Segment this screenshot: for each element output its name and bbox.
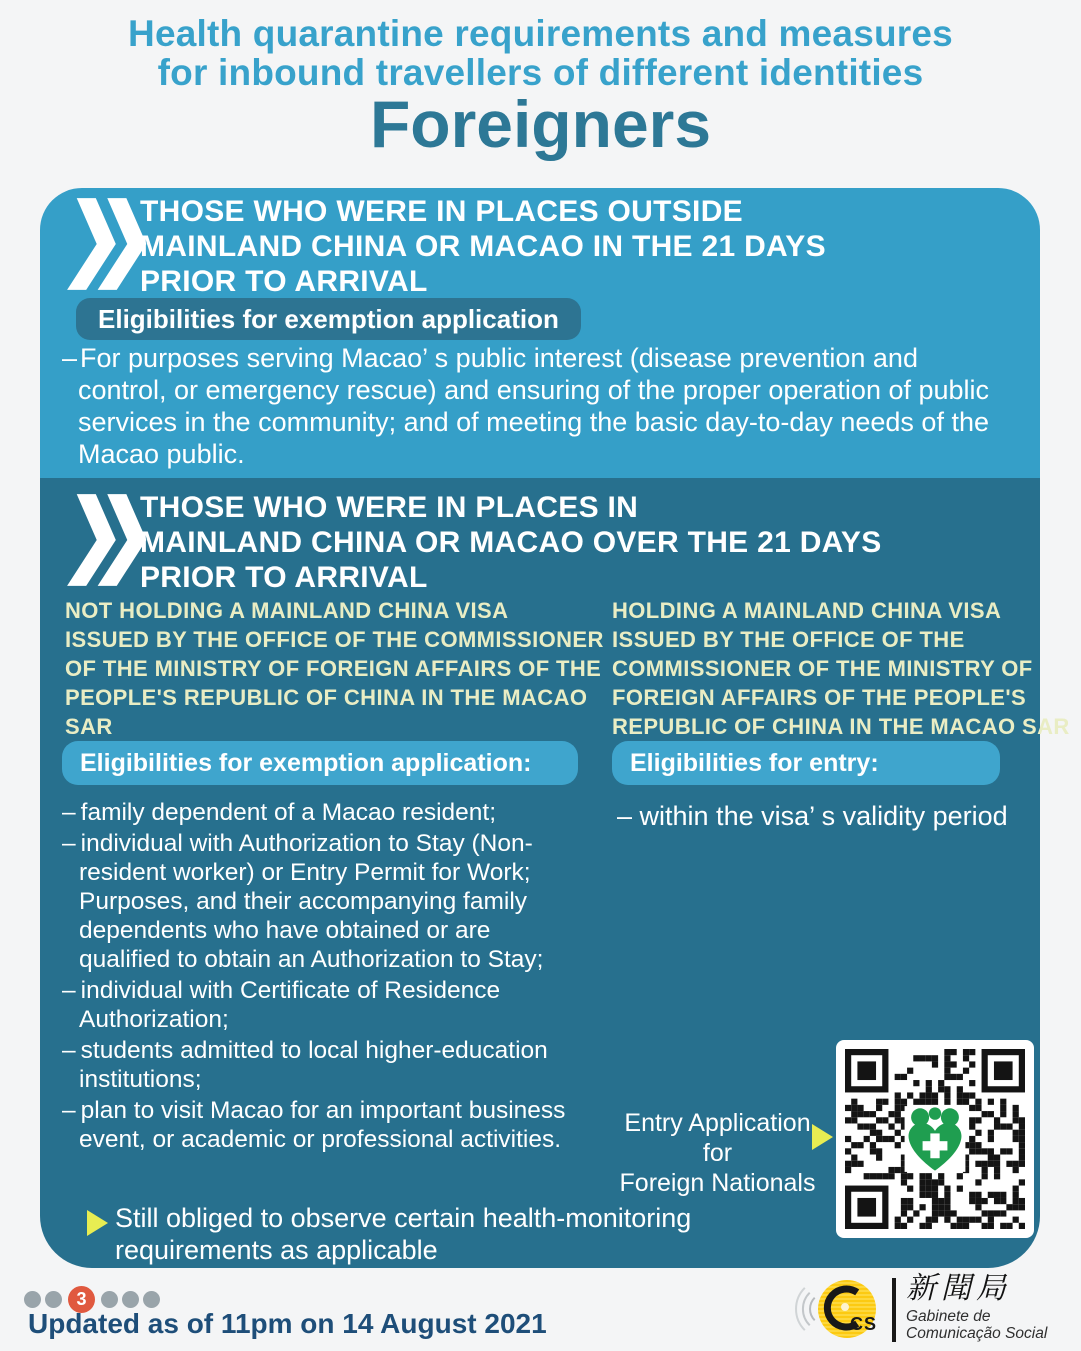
page-dot-active: 3 xyxy=(68,1286,95,1313)
section2-heading-line: PRIOR TO ARRIVAL xyxy=(140,561,428,594)
qr-label-line: Foreign Nationals xyxy=(619,1169,816,1197)
list-item: – family dependent of a Macao resident; xyxy=(62,798,582,827)
not-holding-visa-subheading xyxy=(65,596,604,741)
section2-heading-line: THOSE WHO WERE IN PLACES IN xyxy=(140,491,639,524)
gcs-pt-line: Gabinete de xyxy=(906,1308,991,1325)
subheading-line: HOLDING A MAINLAND CHINA VISA xyxy=(612,598,1002,623)
section2-heading-line: MAINLAND CHINA OR MACAO OVER THE 21 DAYS xyxy=(140,526,882,559)
gcs-logo xyxy=(780,1272,1080,1350)
page-subtitle: Foreigners xyxy=(369,87,712,161)
qr-label xyxy=(615,1108,820,1198)
holding-visa-subheading xyxy=(612,596,1070,741)
qr-code xyxy=(836,1040,1034,1238)
page-title-line2: for inbound travellers of different identities xyxy=(157,52,924,93)
section1-heading-line: MAINLAND CHINA OR MACAO IN THE 21 DAYS xyxy=(140,230,826,263)
page-dot xyxy=(24,1291,41,1308)
entry-condition-text: – within the visa’ s validity period xyxy=(617,800,1067,832)
subheading-line: COMMISSIONER OF THE MINISTRY OF xyxy=(612,656,1033,681)
section2-heading xyxy=(140,490,882,595)
updated-timestamp: Updated as of 11pm on 14 August 2021 xyxy=(28,1308,547,1339)
section-in-mainland xyxy=(40,478,1070,1268)
page-title-line1: Health quarantine requirements and measures xyxy=(128,13,953,54)
page-dot xyxy=(122,1291,139,1308)
section1-body-text: – For purposes serving Macao’ s public interest (disease prevention and control, or emergency rescue) and ensuring of the proper operation of public services in the community; and of meeting the basic day-to-day needs of the Macao public. xyxy=(62,342,1003,470)
list-item: – plan to visit Macao for an important business event, or academic or professional activities. xyxy=(62,1096,582,1154)
gcs-letters: CS xyxy=(850,1314,878,1334)
list-item: – individual with Authorization to Stay (Non-resident worker) or Entry Permit for Work; Purposes, and their accompanying family dependents who have obtained or are qualified to obtain an Authorization to Stay; xyxy=(62,829,582,974)
page-dot xyxy=(45,1291,62,1308)
gcs-chinese-name: 新聞局 xyxy=(906,1272,1011,1305)
subheading-line: ISSUED BY THE OFFICE OF THE xyxy=(612,627,965,652)
subheading-line: SAR xyxy=(65,714,113,739)
arrow-right-icon xyxy=(87,1210,108,1236)
subheading-line: OF THE MINISTRY OF FOREIGN AFFAIRS OF THE xyxy=(65,656,602,681)
exemption-eligibility-list xyxy=(62,798,582,1156)
subheading-line: ISSUED BY THE OFFICE OF THE COMMISSIONER xyxy=(65,627,604,652)
gcs-pt-line: Comunicação Social xyxy=(906,1325,1048,1342)
list-item: – students admitted to local higher-education institutions; xyxy=(62,1036,582,1094)
qr-code-image xyxy=(845,1049,1025,1229)
logo-divider xyxy=(892,1278,896,1342)
page-title xyxy=(0,14,1081,92)
arrow-right-icon xyxy=(812,1124,833,1150)
section-outside-mainland xyxy=(40,188,1040,478)
page-dot xyxy=(143,1291,160,1308)
entry-pill: Eligibilities for entry: xyxy=(612,741,1000,785)
subheading-line: PEOPLE'S REPUBLIC OF CHINA IN THE MACAO xyxy=(65,685,588,710)
health-monitoring-footnote: Still obliged to observe certain health-monitoring requirements as applicable xyxy=(115,1203,692,1265)
subheading-line: REPUBLIC OF CHINA IN THE MACAO SAR xyxy=(612,714,1070,739)
subheading-line: NOT HOLDING A MAINLAND CHINA VISA xyxy=(65,598,509,623)
qr-center-logo xyxy=(905,1106,966,1172)
section1-heading xyxy=(140,194,826,299)
exemption-badge: Eligibilities for exemption application xyxy=(76,298,581,340)
exemption-pill: Eligibilities for exemption application: xyxy=(62,741,578,785)
section1-heading-line: PRIOR TO ARRIVAL xyxy=(140,265,428,298)
subheading-line: FOREIGN AFFAIRS OF THE PEOPLE'S xyxy=(612,685,1027,710)
qr-label-line: Entry Application for xyxy=(624,1109,811,1167)
section1-heading-line: THOSE WHO WERE IN PLACES OUTSIDE xyxy=(140,195,743,228)
page-dot xyxy=(101,1291,118,1308)
list-item: – individual with Certificate of Residence Authorization; xyxy=(62,976,582,1034)
gcs-portuguese-name xyxy=(906,1308,1047,1342)
gcs-logo-text xyxy=(906,1272,1047,1342)
